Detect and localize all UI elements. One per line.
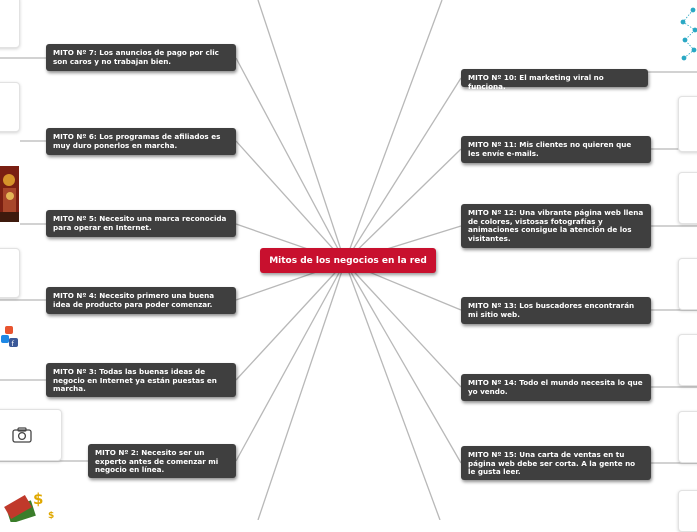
- image-card[interactable]: [0, 82, 20, 132]
- mito-3-label: MITO Nº 3: Todas las buenas ideas de negocio en Internet ya están puestas en marcha.: [53, 367, 217, 394]
- connector-mito-14: [345, 262, 461, 387]
- mito-7-node[interactable]: [46, 44, 236, 71]
- image-card[interactable]: [678, 411, 697, 463]
- image-card[interactable]: [678, 172, 697, 224]
- connector-mito-11: [345, 149, 461, 262]
- svg-text:$: $: [33, 490, 44, 508]
- connector-top-left: [258, 0, 345, 262]
- mito-2-label: MITO Nº 2: Necesito ser un experto antes de comenzar mi negocio en línea.: [95, 448, 219, 475]
- mito-6-node[interactable]: [46, 128, 236, 155]
- mito-15-node[interactable]: [461, 446, 651, 480]
- connector-bottom-left: [258, 262, 345, 520]
- mito-2-node[interactable]: [88, 444, 236, 478]
- mito-12-node[interactable]: [461, 204, 651, 248]
- svg-text:f: f: [11, 340, 14, 348]
- connector-bottom-right: [345, 262, 440, 520]
- social-icon: [1, 326, 19, 348]
- mito-5-node[interactable]: [46, 210, 236, 237]
- mito-12-label: MITO Nº 12: Una vibrante página web llena de colores, vistosas fotografías y animaciones consigue la atención de los visitantes.: [468, 208, 644, 243]
- connector-mito-15: [345, 262, 461, 463]
- image-card[interactable]: [678, 96, 697, 152]
- mito-4-node[interactable]: [46, 287, 236, 314]
- mito-13-node[interactable]: [461, 297, 651, 324]
- mito-10-label: MITO Nº 10: El marketing viral no funciona.: [468, 73, 604, 91]
- image-card[interactable]: [678, 334, 697, 386]
- mito-13-label: MITO Nº 13: Los buscadores encontrarán mi sitio web.: [468, 301, 635, 319]
- mito-6-label: MITO Nº 6: Los programas de afiliados es muy duro ponerlos en marcha.: [53, 132, 221, 150]
- image-card[interactable]: [0, 248, 20, 298]
- mito-7-label: MITO Nº 7: Los anuncios de pago por clic son caros y no trabajan bien.: [53, 48, 219, 66]
- mito-4-label: MITO Nº 4: Necesito primero una buena idea de producto para poder comenzar.: [53, 291, 215, 309]
- svg-text:$: $: [48, 511, 55, 521]
- mito-3-node[interactable]: [46, 363, 236, 397]
- central-topic-label: Mitos de los negocios en la red: [269, 255, 427, 266]
- mito-14-node[interactable]: [461, 374, 651, 401]
- painting-icon: [0, 166, 19, 222]
- mito-5-label: MITO Nº 5: Necesito una marca reconocida para operar en Internet.: [53, 214, 227, 232]
- mito-15-label: MITO Nº 15: Una carta de ventas en tu página web debe ser corta. A la gente no le gusta leer.: [468, 450, 636, 477]
- mito-11-label: MITO Nº 11: Mis clientes no quieren que les envíe e-mails.: [468, 140, 632, 158]
- image-card[interactable]: [678, 258, 697, 310]
- image-card[interactable]: [0, 409, 62, 461]
- money-icon: [0, 490, 58, 522]
- mito-10-node[interactable]: [461, 69, 648, 91]
- camera-icon: [12, 427, 32, 443]
- mito-11-node[interactable]: [461, 136, 651, 163]
- central-topic[interactable]: [260, 248, 436, 273]
- network-icon: [675, 0, 697, 70]
- mito-14-label: MITO Nº 14: Todo el mundo necesita lo que yo vendo.: [468, 378, 643, 396]
- image-card[interactable]: [0, 0, 20, 48]
- image-card[interactable]: [678, 490, 697, 532]
